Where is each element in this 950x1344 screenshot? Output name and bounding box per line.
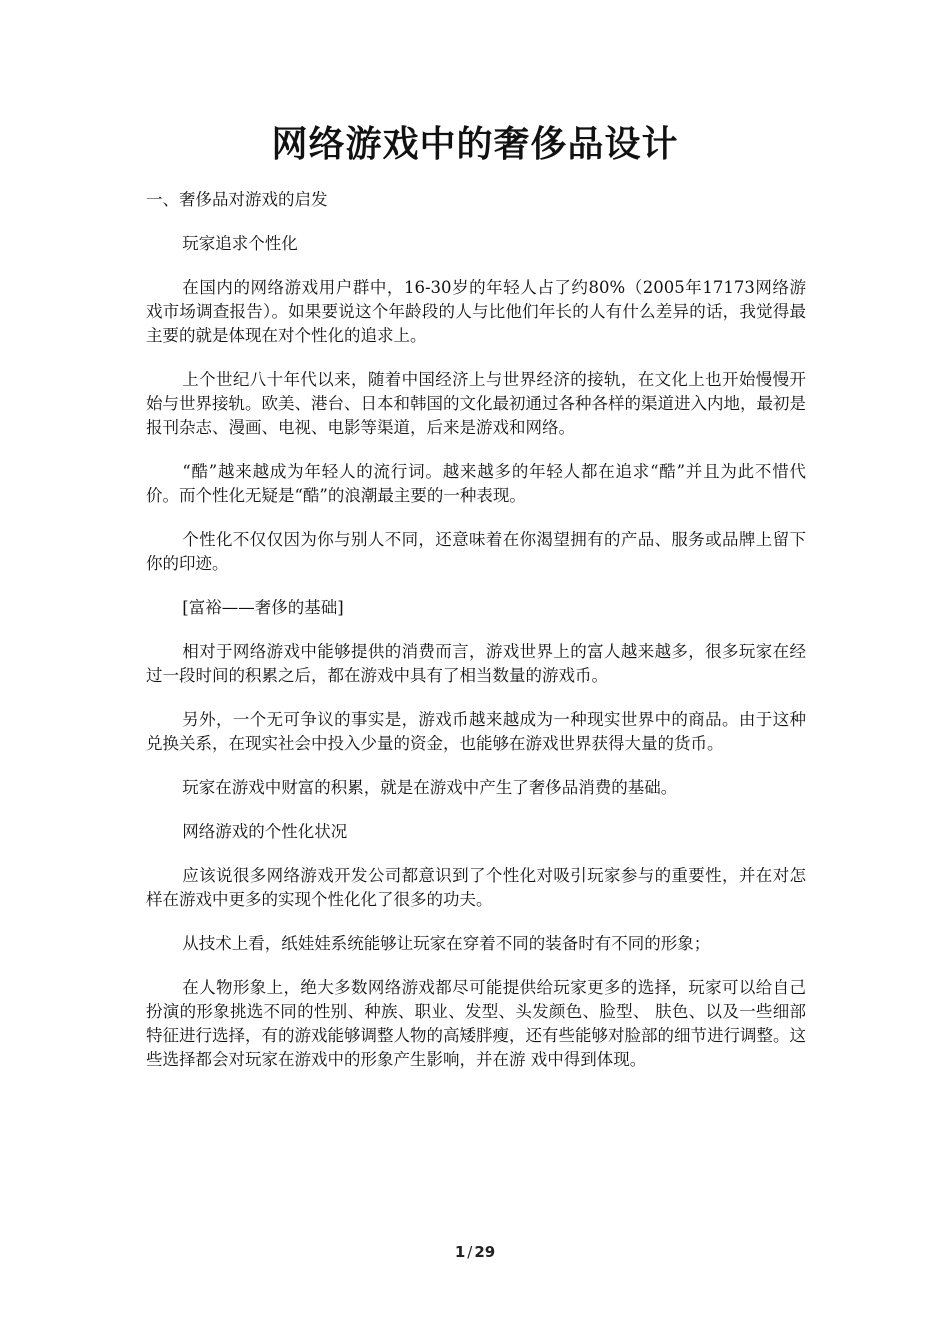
total-page-count: 29 (474, 1243, 496, 1261)
paragraph: “酷”越来越成为年轻人的流行词。越来越多的年轻人都在追求“酷”并且为此不惜代价。而个性化无疑是“酷”的浪潮最主要的一种表现。 (146, 462, 806, 505)
document-title: 网络游戏中的奢侈品设计 (271, 123, 679, 165)
subheading-game-personalization: 网络游戏的个性化状况 (182, 822, 348, 841)
paragraph: 玩家在游戏中财富的积累，就是在游戏中产生了奢侈品消费的基础。 (182, 778, 678, 797)
paragraph: 在国内的网络游戏用户群中，16-30岁的年轻人占了约80%（2005年17173网络游戏市场调查报告）。如果要说这个年龄段的人与比他们年长的人有什么差异的话，我觉得最主要的就是体现在对个性化的追求上。 (146, 278, 806, 345)
paragraph: 上个世纪八十年代以来，随着中国经济上与世界经济的接轨，在文化上也开始慢慢开始与世界接轨。欧美、港台、日本和韩国的文化最初通过各种各样的渠道进入内地，最初是报刊杂志、漫画、电视、电影等渠道，后来是游戏和网络。 (146, 370, 806, 437)
current-page-number: 1 (454, 1243, 466, 1261)
subheading-wealth: [富裕——奢侈的基础] (182, 598, 344, 617)
paragraph: 个性化不仅仅因为你与别人不同，还意味着在你渴望拥有的产品、服务或品牌上留下你的印迹。 (146, 530, 806, 573)
paragraph: 相对于网络游戏中能够提供的消费而言，游戏世界上的富人越来越多，很多玩家在经过一段时间的积累之后，都在游戏中具有了相当数量的游戏币。 (146, 642, 806, 685)
page-separator: / (467, 1243, 473, 1261)
subheading-personalization: 玩家追求个性化 (182, 234, 298, 253)
document-body (146, 188, 806, 1092)
paragraph: 在人物形象上，绝大多数网络游戏都尽可能提供给玩家更多的选择，玩家可以给自己扮演的形象挑选不同的性别、种族、职业、发型、头发颜色、脸型、 肤色、以及一些细部特征进行选择，有的游戏能够调整人物的高矮胖瘦，还有些能够对脸部的细节进行调整。这些选择都会对玩家在游戏中的形象产生影响，并在游 戏中得到体现。 (146, 978, 806, 1069)
paragraph: 应该说很多网络游戏开发公司都意识到了个性化对吸引玩家参与的重要性，并在对怎样在游戏中更多的实现个性化化了很多的功夫。 (146, 866, 806, 909)
page-number (0, 1243, 950, 1261)
paragraph: 从技术上看，纸娃娃系统能够让玩家在穿着不同的装备时有不同的形象； (182, 934, 711, 953)
paragraph: 另外，一个无可争议的事实是，游戏币越来越成为一种现实世界中的商品。由于这种兑换关系，在现实社会中投入少量的资金，也能够在游戏世界获得大量的货币。 (146, 710, 806, 753)
section-heading: 一、奢侈品对游戏的启发 (146, 190, 328, 209)
